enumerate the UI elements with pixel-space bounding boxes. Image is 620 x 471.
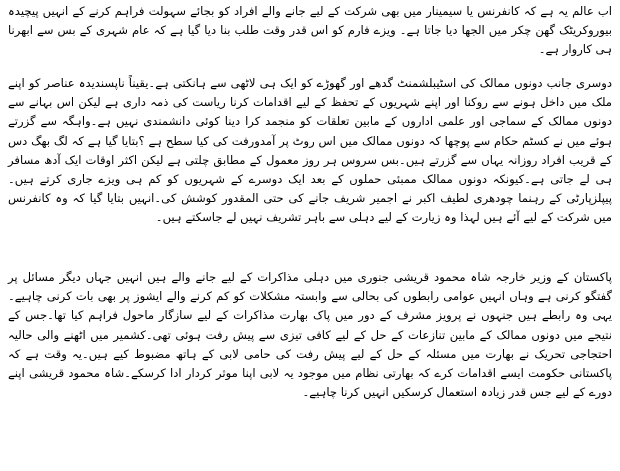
paragraph-visa-bureaucracy: اب عالم یہ ہے کہ کانفرنس یا سیمینار میں بھی شرکت کے لیے جانے والے افراد کو بجائے سہولت فراہم کرنے کے انہیں پیچیدہ بیوروکریٹک گھن چکر میں الجھا دیا جاتا ہے۔ ویزے فارم کو اس قدر وقت طلب بنا دیا گیا ہے کہ عام شہری کے بس سے ابھرنا ہی کاروار ہے۔ [8, 4, 612, 57]
paragraph-establishment-borders: دوسری جانب دونوں ممالک کی اسٹیبلشمنٹ گدھے اور گھوڑے کو ایک ہی لاٹھی سے ہانکتی ہے۔یقیناً ناپسندیدہ عناصر کو اپنے ملک میں داخل ہونے سے روکنا اور اپنے شہریوں کے تحفظ کے لیے اقدامات کرنا ریاست کی ذمہ داری ہے لیکن اس بہانے سے دونوں ممالک کے سماجی اور علمی اداروں کے مابین تعلقات کو منجمد کرا دینا کوئی دانشمندی نہیں ہے۔واہگہ سے گزرتے ہوئے میں نے کسٹم حکام سے پوچھا کہ دونوں ممالک میں اس روٹ پر آمدورفت کی کیا سطح ہے ؟بتایا گیا ہے کہ لگ بھگ دس کے قریب افراد روزانہ یہاں سے گزرتے ہیں۔بس سروس ہر روز معمول کے مطابق چلتی ہے لیکن اکثر اوقات ایک آدھ مسافر ہی لے جاتی ہے۔کیونکہ دونوں ممالک ممبئی حملوں کے بعد ایک دوسرے کے شہریوں کو کم ہی ویزے جاری کرتے ہیں۔پیپلزپارٹی کے رہنما چودھری لطیف اکبر نے اجمیر شریف جانے کی حتی المقدور کوشش کی۔انہیں بتایا گیا کہ وہ کانفرنس میں شرکت کے لیے آئے ہیں لہذا وہ زیارت کے لیے دہلی سے باہر تشریف نہیں لے جاسکتے ہیں۔ [8, 76, 612, 225]
paragraph-foreign-minister-talks: پاکستان کے وزیر خارجہ شاہ محمود قریشی جنوری میں دہلی مذاکرات کے لیے جانے والے ہیں انہیں جہاں دیگر مسائل پر گفتگو کرنی ہے وہاں انہیں عوامی رابطوں کی بحالی سے وابستہ مشکلات کو کم کرنے والے ایشوز پر بھی بات کرنی چاہیے۔یہی وہ رابطے ہیں جنہوں نے پرویز مشرف کے دور میں پاک بھارت مذاکرات کے لیے سازگار ماحول فراہم کیا تھا۔جس کے نتیجے میں دونوں ممالک کے مابین تنازعات کے حل کے لیے کافی تیزی سے پیش رفت ہوئی تھی۔کشمیر میں اٹھنے والی حالیہ احتجاجی تحریک نے بھارت میں مسئلہ کے حل کے لیے پیش رفت کی حامی لابی کے ہاتھ مضبوط کیے ہیں۔یہ وقت ہے کہ پاکستانی حکومت ایسے اقدامات کرے کہ بھارتی نظام میں موجود یہ لابی اپنا موثر کردار ادا کرسکے۔شاہ محمود قریشی اپنے دورے کے لیے جس قدر زیادہ استعمال کرسکیں انہیں کرنا چاہیے۔ [8, 270, 612, 400]
